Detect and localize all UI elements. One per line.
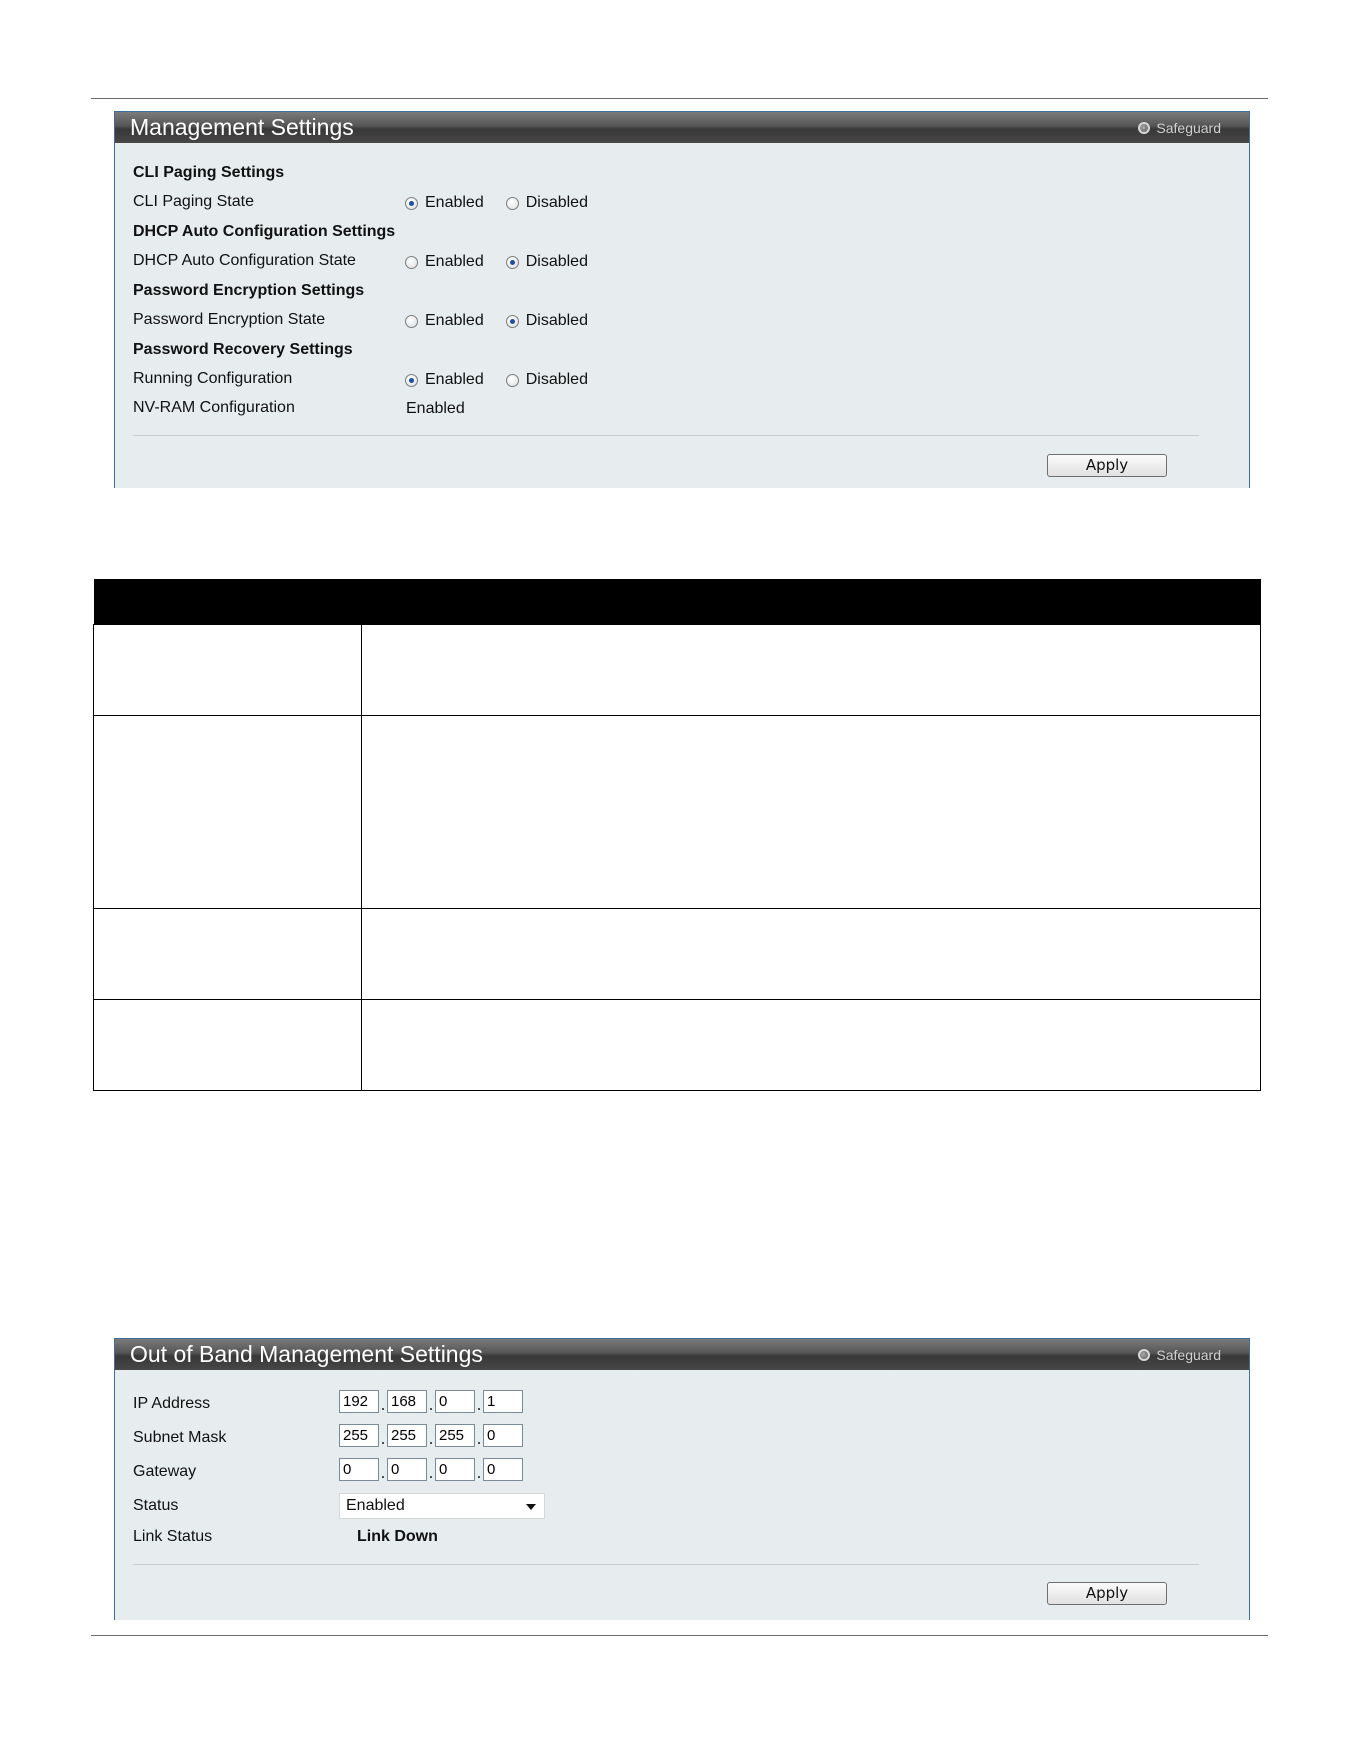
panel-divider bbox=[133, 1564, 1199, 1565]
safeguard-indicator[interactable] bbox=[1138, 1347, 1221, 1363]
pwenc-enabled-radio[interactable] bbox=[405, 315, 418, 328]
ip-octet-3[interactable] bbox=[435, 1390, 475, 1413]
table-cell bbox=[94, 909, 362, 1000]
running-config-radio-group bbox=[405, 371, 588, 389]
ip-address-input-group: 192 . 168 . 0 . 1 bbox=[339, 1390, 523, 1413]
running-enabled-label: Enabled bbox=[425, 371, 484, 388]
pwenc-enabled-label: Enabled bbox=[425, 312, 484, 329]
password-recovery-section-title: Password Recovery Settings bbox=[133, 341, 353, 358]
cli-enabled-radio[interactable] bbox=[405, 197, 418, 210]
running-enabled-radio[interactable] bbox=[405, 374, 418, 387]
table-cell bbox=[94, 1000, 362, 1091]
running-disabled-radio[interactable] bbox=[506, 374, 519, 387]
panel-title: Out of Band Management Settings bbox=[130, 1341, 483, 1367]
dhcp-radio-group bbox=[405, 253, 588, 271]
safeguard-icon bbox=[1138, 122, 1150, 134]
table-cell bbox=[362, 1000, 1261, 1091]
cli-disabled-option[interactable] bbox=[506, 194, 588, 212]
running-disabled-option[interactable] bbox=[506, 371, 588, 389]
table-cell bbox=[362, 909, 1261, 1000]
password-encryption-radio-group bbox=[405, 312, 588, 330]
status-select-value: Enabled bbox=[346, 1497, 405, 1514]
oob-management-panel bbox=[114, 1338, 1250, 1620]
table-cell bbox=[94, 625, 362, 716]
panel-title: Management Settings bbox=[130, 114, 354, 140]
running-enabled-option[interactable] bbox=[405, 371, 484, 389]
pwenc-disabled-radio[interactable] bbox=[506, 315, 519, 328]
dhcp-disabled-option[interactable] bbox=[506, 253, 588, 271]
table-row bbox=[94, 909, 1261, 1000]
safeguard-indicator[interactable] bbox=[1138, 120, 1221, 136]
dhcp-section-title: DHCP Auto Configuration Settings bbox=[133, 223, 396, 240]
table-cell bbox=[362, 625, 1261, 716]
panel-header bbox=[115, 112, 1249, 143]
gateway-input-group: 0 . 0 . 0 . 0 bbox=[339, 1458, 523, 1481]
safeguard-label: Safeguard bbox=[1156, 120, 1221, 136]
footer-rule bbox=[91, 1635, 1268, 1636]
cli-disabled-radio[interactable] bbox=[506, 197, 519, 210]
table-cell bbox=[362, 716, 1261, 909]
nvram-configuration-value: Enabled bbox=[406, 400, 465, 417]
ip-address-label: IP Address bbox=[133, 1395, 211, 1412]
cli-enabled-label: Enabled bbox=[425, 194, 484, 211]
cli-disabled-label: Disabled bbox=[525, 194, 588, 211]
gateway-octet-4[interactable] bbox=[483, 1458, 523, 1481]
table-row bbox=[94, 1000, 1261, 1091]
password-encryption-section-title: Password Encryption Settings bbox=[133, 282, 365, 299]
link-status-value: Link Down bbox=[357, 1528, 438, 1545]
ip-octet-4[interactable] bbox=[483, 1390, 523, 1413]
panel-divider bbox=[133, 435, 1199, 436]
cli-paging-state-label: CLI Paging State bbox=[133, 193, 254, 210]
table-cell bbox=[94, 716, 362, 909]
table-header-cell bbox=[362, 579, 1261, 625]
mask-octet-3[interactable] bbox=[435, 1424, 475, 1447]
pwenc-disabled-option[interactable] bbox=[506, 312, 588, 330]
dhcp-enabled-option[interactable] bbox=[405, 253, 484, 271]
apply-button[interactable]: Apply bbox=[1047, 1582, 1167, 1605]
pwenc-disabled-label: Disabled bbox=[525, 312, 588, 329]
table-header-cell bbox=[94, 579, 362, 625]
mask-octet-2[interactable] bbox=[387, 1424, 427, 1447]
gateway-label: Gateway bbox=[133, 1463, 197, 1480]
panel-header bbox=[115, 1339, 1249, 1370]
subnet-mask-label: Subnet Mask bbox=[133, 1429, 227, 1446]
dhcp-disabled-label: Disabled bbox=[525, 253, 588, 270]
apply-button[interactable]: Apply bbox=[1047, 454, 1167, 477]
safeguard-label: Safeguard bbox=[1156, 1347, 1221, 1363]
ip-octet-2[interactable] bbox=[387, 1390, 427, 1413]
dhcp-enabled-radio[interactable] bbox=[405, 256, 418, 269]
mask-octet-4[interactable] bbox=[483, 1424, 523, 1447]
nvram-configuration-label: NV-RAM Configuration bbox=[133, 399, 295, 416]
mask-octet-1[interactable] bbox=[339, 1424, 379, 1447]
safeguard-icon bbox=[1138, 1349, 1150, 1361]
link-status-label: Link Status bbox=[133, 1528, 213, 1545]
dhcp-state-label: DHCP Auto Configuration State bbox=[133, 252, 356, 269]
header-rule bbox=[91, 98, 1268, 99]
ip-octet-1[interactable] bbox=[339, 1390, 379, 1413]
management-settings-panel bbox=[114, 111, 1250, 488]
chevron-down-icon bbox=[526, 1504, 536, 1510]
password-encryption-state-label: Password Encryption State bbox=[133, 311, 326, 328]
gateway-octet-1[interactable] bbox=[339, 1458, 379, 1481]
table-row bbox=[94, 716, 1261, 909]
cli-paging-section-title: CLI Paging Settings bbox=[133, 164, 285, 181]
cli-enabled-option[interactable] bbox=[405, 194, 484, 212]
dhcp-disabled-radio[interactable] bbox=[506, 256, 519, 269]
status-select[interactable] bbox=[339, 1493, 545, 1519]
gateway-octet-2[interactable] bbox=[387, 1458, 427, 1481]
running-disabled-label: Disabled bbox=[525, 371, 588, 388]
pwenc-enabled-option[interactable] bbox=[405, 312, 484, 330]
dhcp-enabled-label: Enabled bbox=[425, 253, 484, 270]
description-table bbox=[93, 579, 1261, 1091]
table-header-row bbox=[94, 579, 1261, 625]
subnet-mask-input-group: 255 . 255 . 255 . 0 bbox=[339, 1424, 523, 1447]
status-label: Status bbox=[133, 1497, 179, 1514]
cli-paging-radio-group bbox=[405, 194, 588, 212]
running-configuration-label: Running Configuration bbox=[133, 370, 293, 387]
table-row bbox=[94, 625, 1261, 716]
gateway-octet-3[interactable] bbox=[435, 1458, 475, 1481]
